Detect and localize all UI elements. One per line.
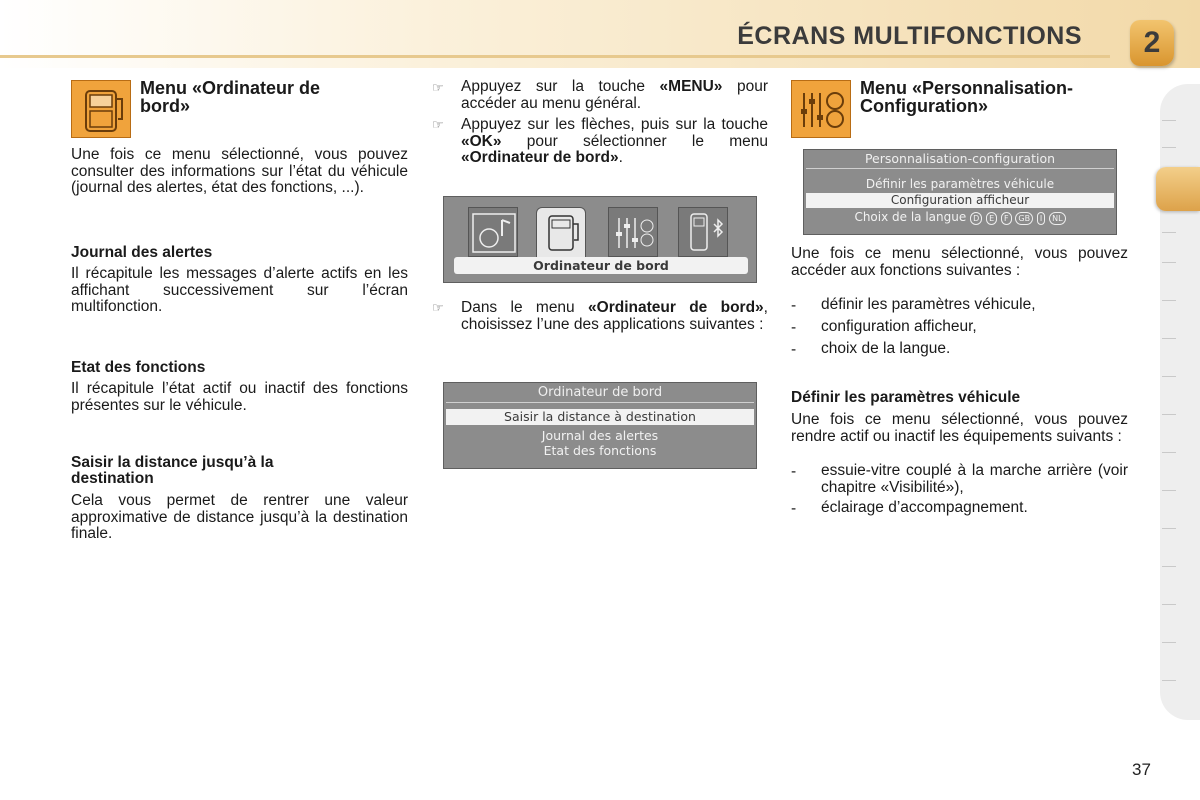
function-status-title: Etat des fonctions xyxy=(71,359,206,376)
menu-item[interactable]: Etat des fonctions xyxy=(543,443,657,458)
personalisation-screen xyxy=(803,149,1117,235)
lang-option[interactable]: I xyxy=(1037,212,1045,225)
page-header-title: ÉCRANS MULTIFONCTIONS xyxy=(737,22,1082,50)
menu-item[interactable]: Journal des alertes xyxy=(541,428,659,443)
screen-title: Ordinateur de bord xyxy=(537,385,663,400)
menu-item-selected[interactable]: Configuration afficheur xyxy=(806,193,1114,208)
lang-option[interactable]: GB xyxy=(1015,212,1033,225)
phone-icon xyxy=(678,207,728,257)
index-tick xyxy=(1162,528,1176,529)
index-tick xyxy=(1162,338,1176,339)
distance-text: Cela vous permet de rentrer une valeur approximative de distance jusqu’à la destination finale. xyxy=(71,492,408,542)
lang-option[interactable]: NL xyxy=(1049,212,1065,225)
trip-computer-heading-line2: bord» xyxy=(140,96,191,116)
header-rule xyxy=(0,55,1110,58)
index-tick xyxy=(1162,452,1176,453)
trip-menu-label: «Ordinateur de bord» xyxy=(461,149,619,166)
settings-sliders-icon xyxy=(791,80,851,138)
list-dash: - xyxy=(791,319,797,336)
list-item: essuie-vitre couplé à la marche arrière (voir chapitre «Visibilité»), xyxy=(821,462,1128,496)
lang-option[interactable]: D xyxy=(970,212,982,225)
menu-item-selected[interactable]: Saisir la distance à destination xyxy=(446,409,754,425)
bluetooth-icon xyxy=(714,220,722,236)
menu-carousel-screen xyxy=(443,196,757,283)
lang-option[interactable]: F xyxy=(1001,212,1012,225)
settings-sliders-icon xyxy=(608,207,658,257)
list-item: définir les paramètres véhicule, xyxy=(821,296,1036,313)
step1-text-c: pour accéder au menu général. xyxy=(461,78,768,112)
distance-title-line2: destination xyxy=(71,470,154,487)
step-press-menu xyxy=(461,79,768,112)
trip-computer-intro: Une fois ce menu sélectionné, vous pouvez consulter des informations sur l’état du véhicule (journal des alertes, état des fonctions, ...). xyxy=(71,146,408,196)
pen-bullet-icon: ☞ xyxy=(432,300,444,315)
step3-text-a: Dans le menu xyxy=(461,299,589,316)
index-tick xyxy=(1162,232,1176,233)
index-tick xyxy=(1162,376,1176,377)
vehicle-params-text: Une fois ce menu sélectionné, vous pouvez rendre actif ou inactif les équipements suivants : xyxy=(791,411,1128,445)
index-tick xyxy=(1162,604,1176,605)
list-dash: - xyxy=(791,463,797,480)
list-item: configuration afficheur, xyxy=(821,318,977,335)
index-tick xyxy=(1162,120,1176,121)
index-tick xyxy=(1162,262,1176,263)
step-choose-app xyxy=(461,300,768,333)
step1-text-a: Appuyez sur la touche xyxy=(461,78,660,95)
pen-bullet-icon: ☞ xyxy=(432,80,444,95)
screen-title: Personnalisation-configuration xyxy=(864,151,1056,166)
personalisation-intro: Une fois ce menu sélectionné, vous pouvez accéder aux fonctions suivantes : xyxy=(791,245,1128,279)
trip-computer-heading-line1: Menu «Ordinateur de xyxy=(140,78,321,98)
trip-computer-icon xyxy=(71,80,131,138)
audio-icon xyxy=(468,207,518,257)
list-item: éclairage d’accompagnement. xyxy=(821,499,1028,516)
chapter-tab xyxy=(1130,20,1174,66)
index-tick xyxy=(1162,414,1176,415)
step2-text-a: Appuyez sur les flèches, puis sur la touche xyxy=(461,116,768,133)
index-tick xyxy=(1162,642,1176,643)
list-dash: - xyxy=(791,341,797,358)
screen-divider xyxy=(446,402,754,403)
list-item: choix de la langue. xyxy=(821,340,951,357)
step2-text-c: pour sélectionner le menu xyxy=(501,132,768,150)
personalisation-heading-line2: Configuration» xyxy=(860,96,988,116)
alert-log-text: Il récapitule les messages d’alerte actifs en les affichant successivement sur l’écran multifonction. xyxy=(71,265,408,315)
step3-text-c: , choisissez l’une des applications suivantes : xyxy=(461,299,768,333)
step2-text-e: . xyxy=(618,149,623,166)
index-tick xyxy=(1162,490,1176,491)
distance-title-line1: Saisir la distance jusqu’à la xyxy=(71,454,274,471)
vehicle-params-title: Définir les paramètres véhicule xyxy=(791,389,1021,406)
trip-menu-label: «Ordinateur de bord» xyxy=(588,299,764,316)
menu-key-label: «MENU» xyxy=(659,78,723,95)
page-number: 37 xyxy=(1132,760,1151,779)
function-status-text: Il récapitule l’état actif ou inactif des fonctions présentes sur le véhicule. xyxy=(71,380,408,414)
step-select-menu xyxy=(461,117,768,167)
personalisation-heading-line1: Menu «Personnalisation- xyxy=(860,78,1074,98)
index-tick xyxy=(1162,147,1176,148)
alert-log-title: Journal des alertes xyxy=(71,244,213,261)
index-tab-active[interactable] xyxy=(1156,167,1200,211)
list-dash: - xyxy=(791,297,797,314)
ok-key-label: «OK» xyxy=(461,132,502,150)
trip-computer-screen xyxy=(443,382,757,469)
screen-divider xyxy=(806,168,1114,169)
index-tick xyxy=(1162,300,1176,301)
language-row[interactable] xyxy=(804,210,1116,225)
lang-option[interactable]: E xyxy=(986,212,997,225)
language-label: Choix de la langue xyxy=(854,210,967,224)
carousel-selected-label: Ordinateur de bord xyxy=(454,257,748,274)
index-tick xyxy=(1162,680,1176,681)
index-tick xyxy=(1162,566,1176,567)
pen-bullet-icon: ☞ xyxy=(432,117,444,132)
list-dash: - xyxy=(791,500,797,517)
menu-item[interactable]: Définir les paramètres véhicule xyxy=(865,177,1055,191)
chapter-number: 2 xyxy=(1143,26,1161,59)
